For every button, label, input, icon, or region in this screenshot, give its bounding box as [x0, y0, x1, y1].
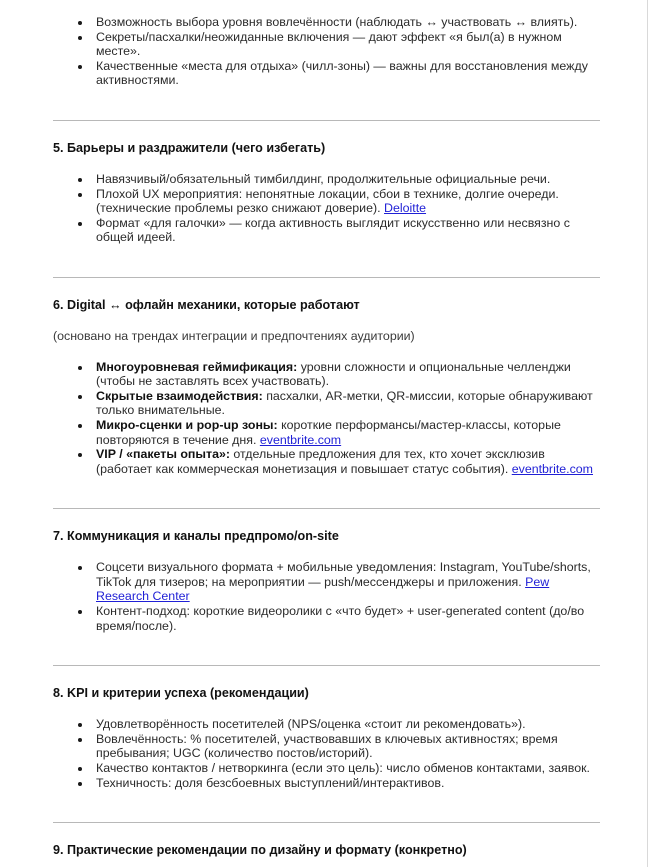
section-7-list [53, 560, 601, 633]
list-item [96, 216, 601, 245]
page-right-border [647, 0, 648, 867]
list-item-text: Качественные «места для отдыха» (чилл-зоны) — важны для восстановления между активностями. [96, 58, 588, 88]
list-item [96, 717, 601, 732]
section-8-title: 8. KPI и критерии успеха (рекомендации) [53, 686, 309, 701]
list-item [96, 560, 601, 604]
list-item-text: Формат «для галочки» — когда активность выглядит искусственно или несвязно с общей идеей. [96, 215, 570, 245]
list-item-text: Секреты/пасхалки/неожиданные включения — дают эффект «я был(а) в нужном месте». [96, 29, 562, 59]
list-item [96, 172, 601, 187]
list-item [96, 447, 601, 476]
document-body [53, 15, 601, 858]
list-item [96, 187, 601, 216]
source-link-eventbrite[interactable]: eventbrite.com [259, 432, 342, 447]
list-item [96, 732, 601, 761]
list-item [96, 59, 601, 88]
list-item-text: Качество контактов / нетворкинга (если это цель): число обменов контактами, заявок. [96, 761, 590, 776]
section-5-title: 5. Барьеры и раздражители (чего избегать) [53, 140, 326, 155]
list-item-text: короткие перформансы/мастер-классы, которые повторяются в течение дня. [96, 417, 561, 447]
list-item-text: Контент-подход: короткие видеоролики с «что будет» + user-generated content (до/во время/после). [96, 604, 585, 633]
list-item-text: Навязчивый/обязательный тимбилдинг, продолжительные официальные речи. [96, 171, 551, 186]
list-item-text: Возможность выбора уровня вовлечённости (наблюдать ↔ участвовать ↔ влиять). [96, 15, 578, 29]
list-item-text: Удовлетворённость посетителей (NPS/оценка «стоит ли рекомендовать»). [96, 717, 526, 732]
list-item [96, 389, 601, 418]
section-9-title: 9. Практические рекомендации по дизайну и формату (конкретно) [53, 843, 467, 858]
list-item-text: пасхалки, AR-метки, QR-миссии, которые обнаруживают только внимательные. [96, 388, 593, 418]
source-link-deloitte[interactable]: Deloitte [384, 201, 427, 216]
section-7-title: 7. Коммуникация и каналы предпромо/on-site [53, 529, 339, 544]
section-5-list [53, 172, 601, 245]
list-item-text: уровни сложности и опциональные челленджи (чтобы не заставлять всех участвовать). [96, 359, 571, 389]
list-item-text: Вовлечённость: % посетителей, участвовавших в ключевых активностях; время пребывания; UGC (количество постов/историй). [96, 731, 558, 761]
list-item-text: Соцсети визуального формата + мобильные уведомления: Instagram, YouTube/shorts, TikTok для тизеров; на мероприятии — push/мессенджеры и приложения. [96, 560, 591, 589]
list-item-lead: Микро-сценки и pop-up зоны: [96, 417, 278, 432]
list-item [96, 360, 601, 389]
list-item [96, 15, 601, 30]
section-6-title: 6. Digital ↔ офлайн механики, которые работают [53, 297, 360, 312]
list-item [96, 761, 601, 776]
engagement-list [53, 15, 601, 88]
section-8-list [53, 717, 601, 790]
list-item [96, 776, 601, 791]
list-item-text: отдельные предложения для тех, кто хочет эксклюзив (работает как коммерческая монетизация и повышает статус события). [96, 447, 545, 476]
list-item-lead: Скрытые взаимодействия: [96, 388, 263, 403]
section-6-note: (основано на трендах интеграции и предпочтениях аудитории) [53, 328, 415, 343]
list-item-text: Техничность: доля безсбоевных выступлений/интерактивов. [96, 775, 445, 790]
list-item [96, 30, 601, 59]
source-link-pew[interactable]: Pew Research Center [96, 574, 550, 604]
list-item-lead: Многоуровневая геймификация: [96, 359, 298, 374]
list-item [96, 418, 601, 447]
list-item [96, 604, 601, 633]
section-6-list [53, 360, 601, 477]
source-link-eventbrite[interactable]: eventbrite.com [511, 461, 593, 476]
list-item-lead: VIP / «пакеты опыта»: [96, 447, 230, 462]
list-item-text: Плохой UX мероприятия: непонятные локации, сбои в технике, долгие очереди. (технические проблемы резко снижают доверие). [96, 186, 559, 216]
